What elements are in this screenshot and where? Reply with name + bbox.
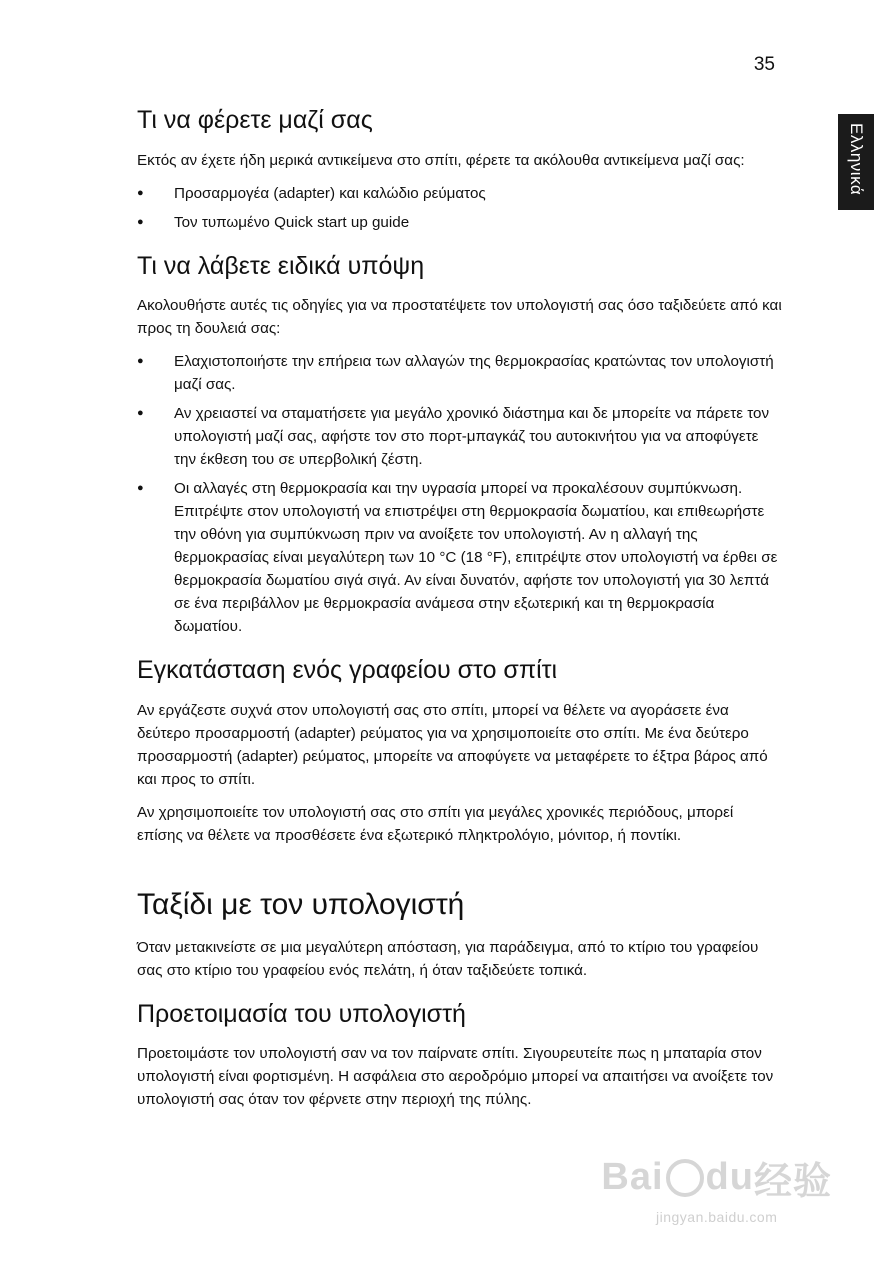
section-title-bring: Τι να φέρετε μαζί σας	[137, 106, 373, 134]
page-number: 35	[753, 54, 775, 75]
considerations-list	[137, 350, 782, 638]
section-title-prepare: Προετοιμασία του υπολογιστή	[137, 999, 466, 1028]
bullet-icon: ●	[137, 407, 144, 419]
bullet-icon: ●	[137, 186, 144, 199]
baidu-watermark	[601, 1150, 832, 1225]
bullet-icon: ●	[137, 355, 144, 367]
section-title-considerations: Τι να λάβετε ειδικά υπόψη	[137, 251, 425, 280]
section-intro-bring: Εκτός αν έχετε ήδη μερικά αντικείμενα στο σπίτι, φέρετε τα ακόλουθα αντικείμενα μαζί σας:	[137, 151, 745, 169]
bring-list	[137, 182, 782, 234]
watermark-logo: Bai du 经验	[601, 1156, 832, 1203]
document-body	[137, 104, 782, 1121]
bullet-icon: ●	[137, 215, 144, 228]
list-item: ● Τον τυπωμένο Quick start up guide	[137, 211, 782, 234]
language-tab-label: Ελληνικά	[847, 123, 866, 196]
list-item: ● Ελαχιστοποιήστε την επήρεια των αλλαγών της θερμοκρασίας κρατώντας τον υπολογιστή μαζί σας.	[137, 350, 782, 396]
section-title-home-office: Εγκατάσταση ενός γραφείου στο σπίτι	[137, 656, 558, 684]
bullet-icon: ●	[137, 482, 144, 494]
home-office-paragraph-1: Αν εργάζεστε συχνά στον υπολογιστή σας στο σπίτι, μπορεί να θέλετε να αγοράσετε ένα δεύτερο προσαρμοστή (adapter) ρεύματος για να χρησιμοποιείτε στο σπίτι. Με ένα δεύτερο προσαρμοστή (adapter) ρεύματος, μπορείτε να αποφύγετε να μεταφέρετε το έξτρα βάρος από και προς το σπίτι.	[137, 701, 768, 788]
language-tab	[838, 114, 874, 210]
chapter-title-travel: Ταξίδι με τον υπολογιστή	[137, 887, 465, 921]
prepare-paragraph: Προετοιμάστε τον υπολογιστή σαν να τον παίρνατε σπίτι. Σιγουρευτείτε πως η μπαταρία στον υπολογιστή είναι φορτισμένη. Η ασφάλεια στο αεροδρόμιο μπορεί να απαιτήσει να ανοίξετε τον υπολογιστή σας όταν τον φέρνετε στην περιοχή της πύλης.	[137, 1045, 774, 1108]
paw-icon	[666, 1159, 704, 1197]
list-item: ● Αν χρειαστεί να σταματήσετε για μεγάλο χρονικό διάστημα και δε μπορείτε να πάρετε τον υπολογιστή μαζί σας, αφήστε τον στο πορτ-μπαγκάζ του αυτοκινήτου για να αποφύγετε την έκθεση του σε υπερβολική ζέστη.	[137, 402, 782, 471]
home-office-paragraph-2: Αν χρησιμοποιείτε τον υπολογιστή σας στο σπίτι για μεγάλες χρονικές περιόδους, μπορεί επίσης να θέλετε να προσθέσετε ένα εξωτερικό πληκτρολόγιο, μόνιτορ, ή ποντίκι.	[137, 803, 734, 844]
list-item: ● Οι αλλαγές στη θερμοκρασία και την υγρασία μπορεί να προκαλέσουν συμπύκνωση. Επιτρέψτε στον υπολογιστή να επιστρέψει στη θερμοκρασία δωματίου, και επιθεωρήστε την οθόνη για συμπύκνωση πριν να ανοίξετε τον υπολογιστή. Αν η αλλαγή της θερμοκρασίας είναι μεγαλύτερη των 10 °C (18 °F), επιτρέψτε στον υπολογιστή να έρθει σε θερμοκρασία δωματίου σιγά σιγά. Αν είναι δυνατόν, αφήστε τον υπολογιστή για 30 λεπτά σε ένα περιβάλλον με θερμοκρασία ανάμεσα στην εξωτερική και τη θερμοκρασία δωματίου.	[137, 477, 782, 638]
list-item: ● Προσαρμογέα (adapter) και καλώδιο ρεύματος	[137, 182, 782, 205]
watermark-url: jingyan.baidu.com	[656, 1209, 778, 1225]
section-intro-considerations: Ακολουθήστε αυτές τις οδηγίες για να προστατέψετε τον υπολογιστή σας όσο ταξιδεύετε από και προς τη δουλειά σας:	[137, 297, 782, 337]
travel-intro: Όταν μετακινείστε σε μια μεγαλύτερη απόσταση, για παράδειγμα, από το κτίριο του γραφείου σας στο κτίριο του γραφείου ενός πελάτη, ή όταν ταξιδεύετε τοπικά.	[137, 938, 759, 979]
